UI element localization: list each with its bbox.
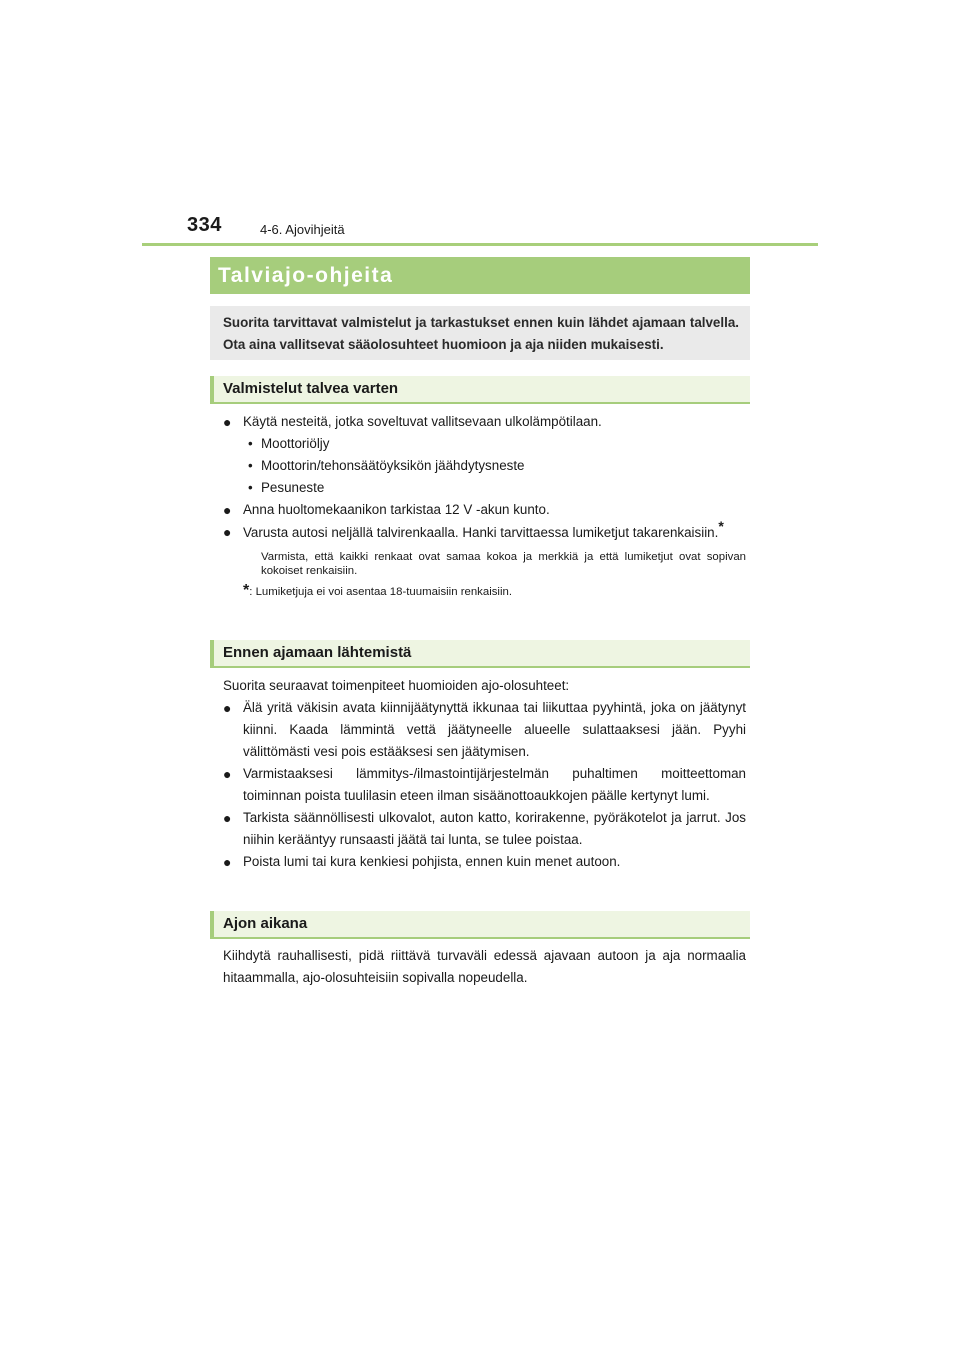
list-item bbox=[223, 807, 746, 851]
list-item bbox=[223, 455, 746, 477]
bullet-icon: ● bbox=[223, 854, 232, 870]
list-item bbox=[223, 411, 746, 433]
bullet-icon: ● bbox=[223, 700, 232, 716]
prep-sub-3: Pesuneste bbox=[261, 480, 325, 495]
before-bullet-3: Tarkista säännöllisesti ulkovalot, auton katto, korirakenne, pyöräkotelot ja jarrut. Jos niihin kerääntyy runsaasti jäätä tai lunta, se tulee poistaa. bbox=[243, 810, 746, 847]
list-item bbox=[223, 518, 746, 544]
list-item bbox=[223, 763, 746, 807]
sub-bullet-icon: • bbox=[248, 458, 253, 473]
driving-content bbox=[223, 945, 746, 989]
driving-text: Kiihdytä rauhallisesti, pidä riittävä turvaväli edessä ajavaan autoon ja aja normaalia hitaammalla, ajo-olosuhteisiin sopivalla nopeudella. bbox=[223, 948, 746, 985]
prep-note: Varmista, että kaikki renkaat ovat samaa kokoa ja merkkiä ja että lumiketjut ovat sopivan kokoiset renkaisiin. bbox=[261, 551, 746, 577]
footnote-marker: * bbox=[718, 518, 724, 534]
list-item bbox=[223, 499, 746, 521]
list-item bbox=[223, 697, 746, 763]
sub-bullet-icon: • bbox=[248, 480, 253, 495]
list-item bbox=[223, 477, 746, 499]
section-label: 4-6. Ajovihjeitä bbox=[260, 222, 345, 237]
before-content bbox=[223, 675, 746, 873]
before-lead: Suorita seuraavat toimenpiteet huomioiden ajo-olosuhteet: bbox=[223, 678, 570, 693]
section-heading-before: Ennen ajamaan lähtemistä bbox=[210, 640, 750, 668]
list-item bbox=[223, 433, 746, 455]
bullet-icon: ● bbox=[223, 502, 232, 518]
section-heading-prep: Valmistelut talvea varten bbox=[210, 376, 750, 404]
bullet-icon: ● bbox=[223, 766, 232, 782]
prep-bullet-2: Anna huoltomekaanikon tarkistaa 12 V -akun kunto. bbox=[243, 502, 550, 517]
bullet-icon: ● bbox=[223, 414, 232, 430]
before-bullet-1: Älä yritä väkisin avata kiinnijäätynyttä ikkunaa tai liikuttaa pyyhintä, joka on jäätynyt kiinni. Kaada lämmintä vettä jäätyneelle alueelle sulattaaksesi jään. Pyyhi välittömästi vesi pois estääksesi sen jäätymisen. bbox=[243, 700, 746, 759]
bullet-icon: ● bbox=[223, 810, 232, 826]
list-item bbox=[223, 851, 746, 873]
section-heading-driving: Ajon aikana bbox=[210, 911, 750, 939]
page-title: Talviajo-ohjeita bbox=[210, 257, 750, 294]
before-bullet-2: Varmistaaksesi lämmitys-/ilmastointijärjestelmän puhaltimen moitteettoman toiminnan poista tuulilasin eteen ilman sisäänottoaukkojen päälle kertynyt lumi. bbox=[243, 766, 746, 803]
header-divider bbox=[142, 243, 818, 246]
prep-bullet-3: Varusta autosi neljällä talvirenkaalla. Hanki tarvittaessa lumiketjut takarenkaisiin. bbox=[243, 525, 719, 540]
bullet-icon: ● bbox=[223, 524, 232, 540]
sub-bullet-icon: • bbox=[248, 436, 253, 451]
footnote-text: : Lumiketjuja ei voi asentaa 18-tuumaisiin renkaisiin. bbox=[249, 586, 512, 598]
prep-sub-1: Moottoriöljy bbox=[261, 436, 330, 451]
prep-footnote bbox=[223, 584, 746, 599]
footnote-star: * bbox=[243, 582, 250, 599]
before-bullet-4: Poista lumi tai kura kenkiesi pohjista, ennen kuin menet autoon. bbox=[243, 854, 621, 869]
page-number: 334 bbox=[187, 214, 222, 236]
prep-sub-2: Moottorin/tehonsäätöyksikön jäähdytysneste bbox=[261, 458, 525, 473]
prep-bullet-1: Käytä nesteitä, jotka soveltuvat vallitsevaan ulkolämpötilaan. bbox=[243, 414, 602, 429]
intro-box: Suorita tarvittavat valmistelut ja tarkastukset ennen kuin lähdet ajamaan talvella. Ota aina vallitsevat sääolosuhteet huomioon ja aja niiden mukaisesti. bbox=[210, 306, 750, 360]
prep-content bbox=[223, 411, 746, 599]
